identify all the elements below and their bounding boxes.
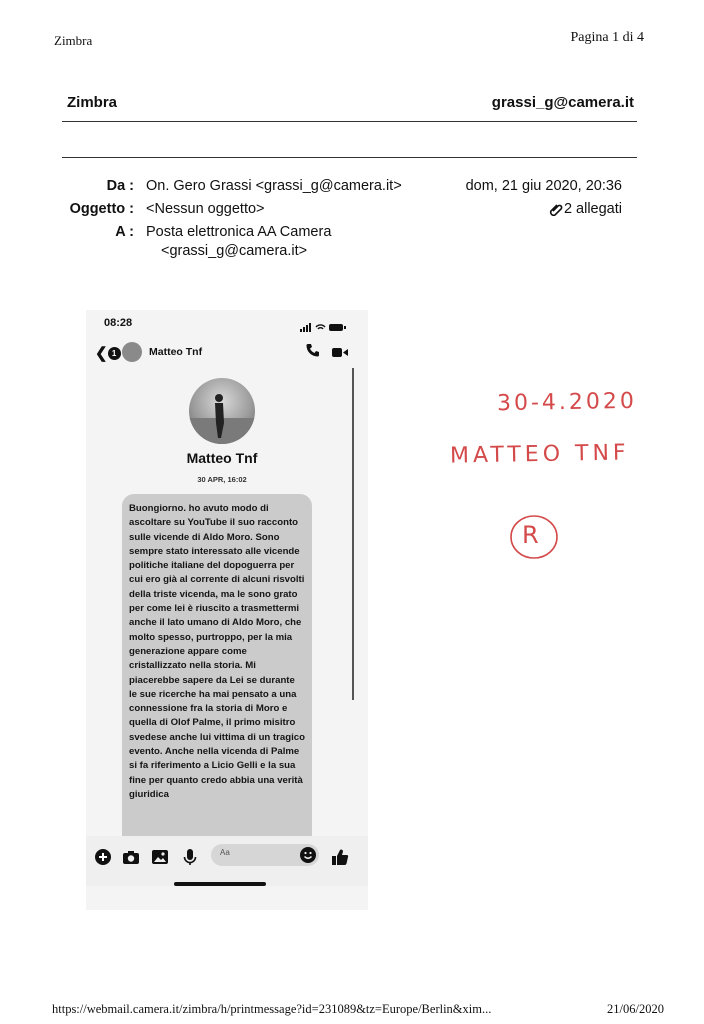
subject-value: <Nessun oggetto> <box>146 201 265 217</box>
from-value: On. Gero Grassi <grassi_g@camera.it> <box>146 178 402 194</box>
video-call-icon[interactable] <box>332 345 348 363</box>
contact-avatar-large[interactable] <box>189 378 255 444</box>
plus-icon[interactable] <box>94 848 112 866</box>
phone-status-icons <box>300 319 346 337</box>
camera-icon[interactable] <box>122 848 140 866</box>
paperclip-icon <box>549 202 563 220</box>
subject-label: Oggetto : <box>69 201 134 217</box>
handwritten-name: MATTEO TNF <box>449 440 630 469</box>
embedded-phone-screenshot <box>86 310 368 910</box>
gallery-icon[interactable] <box>151 848 169 866</box>
thumbs-up-icon[interactable] <box>331 848 349 866</box>
microphone-icon[interactable] <box>181 848 199 866</box>
account-address: grassi_g@camera.it <box>491 94 634 111</box>
header-divider-2 <box>62 157 637 158</box>
circled-r-mark <box>508 511 560 568</box>
message-input-placeholder: Aa <box>220 848 230 857</box>
contact-avatar-small[interactable] <box>122 342 142 362</box>
emoji-icon[interactable] <box>299 846 317 864</box>
back-unread-count: 1 <box>108 347 121 360</box>
to-label: A : <box>115 224 134 240</box>
back-chevron-icon: ❮ <box>95 345 108 362</box>
message-date: dom, 21 giu 2020, 20:36 <box>465 178 622 194</box>
home-indicator <box>174 882 266 886</box>
message-bubble[interactable] <box>122 494 312 854</box>
handwritten-date: 30-4.2020 <box>496 388 638 417</box>
contact-name-small[interactable]: Matteo Tnf <box>149 346 203 358</box>
to-value-line1: Posta elettronica AA Camera <box>146 224 332 240</box>
back-button[interactable] <box>95 344 121 362</box>
print-footer-url: https://webmail.camera.it/zimbra/h/printmessage?id=231089&tz=Europe/Berlin&xim... <box>52 1002 492 1016</box>
scan-margin-line <box>352 368 354 700</box>
print-footer-date: 21/06/2020 <box>607 1002 664 1016</box>
phone-status-time: 08:28 <box>104 317 133 329</box>
header-divider <box>62 121 637 122</box>
print-header-app-name: Zimbra <box>54 33 93 48</box>
attachments-label: 2 allegati <box>563 201 622 217</box>
from-label: Da : <box>106 178 134 194</box>
phone-call-icon[interactable] <box>306 343 320 362</box>
zimbra-title: Zimbra <box>67 94 118 111</box>
circled-letter: R <box>522 521 539 549</box>
contact-name-large: Matteo Tnf <box>186 450 258 466</box>
message-timestamp: 30 APR, 16:02 <box>197 475 247 484</box>
message-bubble-text: Buongiorno. ho avuto modo di ascoltare su YouTube il suo racconto sulle vicende di Aldo Moro. Sono sempre stato interessato alle vicende politiche italiane del dopoguerra per cui ero già al corrente di alcuni risvolti della triste vicenda, ma le sono grato per come lei è riuscito a trasmettermi anche il lato umano di Aldo Moro, che molto spesso, purtroppo, per la mia generazione appare come cristallizzato nella storia. Mi piacerebbe sapere da Lei se durante le sue ricerche ha mai pensato a una connessione fra la storia di Moro e quella di Olof Palme, il primo misitro svedese anche lui vittima di un tragico evento. Anche nella vicenda di Palme si fa riferimento a Licio Gelli e la sua fine per quanto credo abbia una verità giuridica <box>129 503 305 800</box>
print-header-page-indicator: Pagina 1 di 4 <box>570 30 644 45</box>
to-value-line2: <grassi_g@camera.it> <box>161 243 308 259</box>
attachments-count[interactable] <box>549 201 622 220</box>
